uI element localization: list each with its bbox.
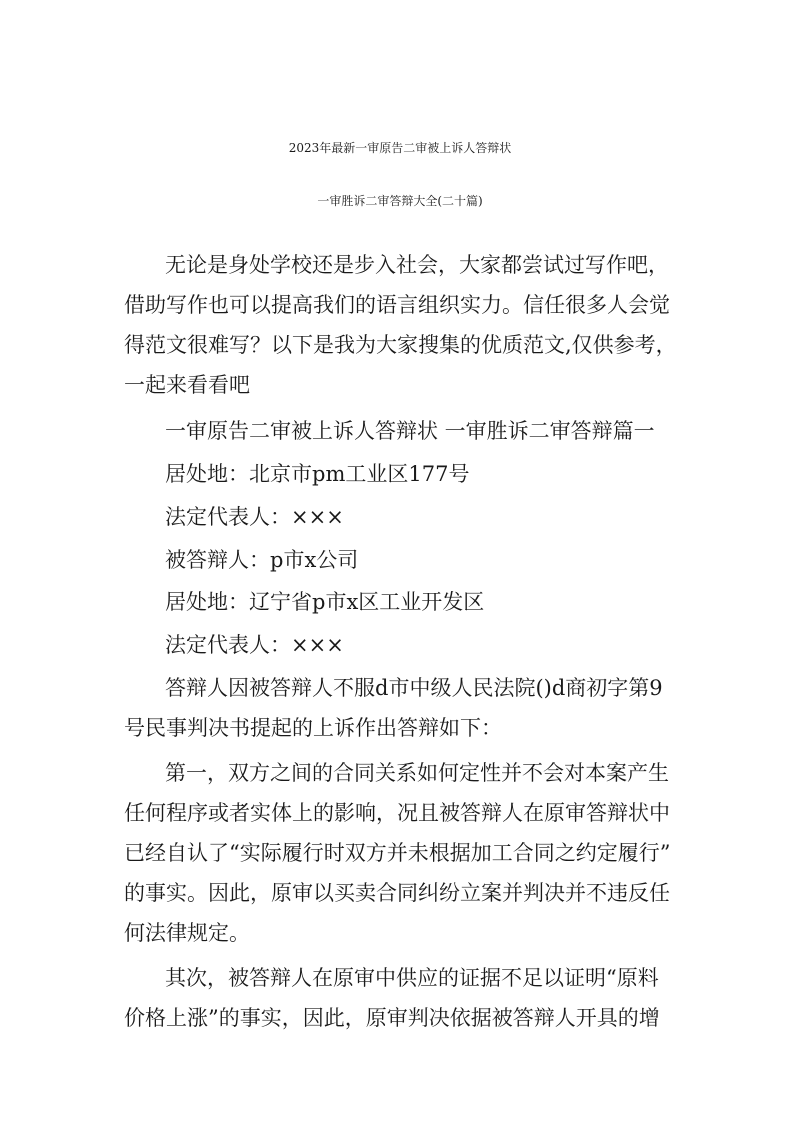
document-title-line-2: 一审胜诉二审答辩大全(二十篇) (317, 194, 483, 208)
paragraph-line: 的事实。因此，原审以买卖合同纠纷立案并判决并不违反任 (124, 881, 670, 905)
representative-line: 法定代表人：××× (165, 505, 344, 529)
paragraph-line: 借助写作也可以提高我们的语言组织实力。信任很多人会觉 (124, 293, 670, 317)
paragraph-line: 何法律规定。 (124, 921, 250, 945)
document-title-line-1: 2023年最新一审原告二审被上诉人答辩状 (288, 141, 512, 155)
paragraph-line: 已经自认了“实际履行时双方并未根据加工合同之约定履行” (124, 841, 671, 865)
address-line: 居处地：辽宁省p市x区工业开发区 (165, 590, 485, 614)
section-heading: 一审原告二审被上诉人答辩状 一审胜诉二审答辩篇一 (165, 419, 655, 443)
paragraph-line: 无论是身处学校还是步入社会，大家都尝试过写作吧， (165, 253, 669, 277)
paragraph-line: 得范文很难写？以下是我为大家搜集的优质范文,仅供参考， (124, 333, 677, 357)
paragraph-line: 第一，双方之间的合同关系如何定性并不会对本案产生 (165, 761, 669, 785)
paragraph-line: 答辩人因被答辩人不服d市中级人民法院()d商初字第9 (165, 676, 663, 700)
paragraph-line: 号民事判决书提起的上诉作出答辩如下： (124, 716, 502, 740)
representative-line: 法定代表人：××× (165, 633, 344, 657)
paragraph-line: 任何程序或者实体上的影响，况且被答辩人在原审答辩状中 (124, 801, 670, 825)
respondent-line: 被答辩人：p市x公司 (165, 548, 359, 572)
paragraph-line: 价格上涨”的事实，因此，原审判决依据被答辩人开具的增 (124, 1006, 660, 1030)
address-line: 居处地：北京市pm工业区177号 (165, 462, 470, 486)
paragraph-line: 其次，被答辩人在原审中供应的证据不足以证明“原料 (165, 966, 659, 990)
paragraph-line: 一起来看看吧 (124, 373, 250, 397)
